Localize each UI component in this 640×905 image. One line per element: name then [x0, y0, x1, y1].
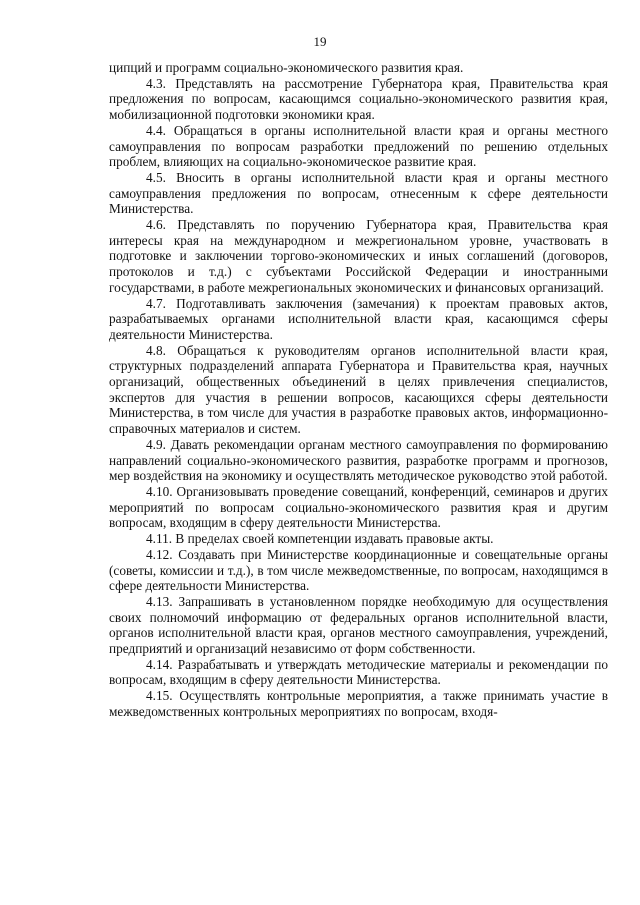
paragraph-4-13: 4.13. Запрашивать в установленном порядке необходимую для осуществления своих полномочий информацию от федеральных органов исполнительной власти, органов исполнительной власти края, органов местного самоуправления, учреждений, предприятий и организаций независимо от форм собственности.: [109, 593, 608, 657]
paragraph-4-7: 4.7. Подготавливать заключения (замечания) к проектам правовых актов, разрабатываемых органами исполнительной власти края, касающимся сферы деятельности Министерства.: [109, 295, 608, 342]
paragraph-4-3: 4.3. Представлять на рассмотрение Губернатора края, Правительства края предложения по вопросам, касающимся социально-экономического развития края, мобилизационной подготовки экономики края.: [109, 75, 608, 123]
paragraph-4-4: 4.4. Обращаться в органы исполнительной власти края и органы местного самоуправления по вопросам разработки предложений по решению отдельных проблем, влияющих на социально-экономическое развитие края.: [109, 122, 608, 170]
paragraph-4-9: 4.9. Давать рекомендации органам местного самоуправления по формированию направлений социально-экономического развития, разработке программ и прогнозов, мер воздействия на экономику и осуществлять методическое руководство этой работой.: [109, 436, 608, 484]
paragraph-4-15: 4.15. Осуществлять контрольные мероприятия, а также принимать участие в межведомственных контрольных мероприятиях по вопросам, входя-: [109, 688, 608, 719]
paragraph-4-10: 4.10. Организовывать проведение совещаний, конференций, семинаров и других мероприятий по вопросам социально-экономического развития края и другим вопросам, входящим в сферу деятельности Министерства.: [109, 483, 608, 531]
paragraph-4-5: 4.5. Вносить в органы исполнительной власти края и органы местного самоуправления предложения по вопросам, отнесенным к сфере деятельности Министерства.: [109, 169, 608, 217]
paragraph-4-14: 4.14. Разрабатывать и утверждать методические материалы и рекомендации по вопросам, входящим в сферу деятельности Министерства.: [109, 656, 608, 688]
paragraph-4-8: 4.8. Обращаться к руководителям органов исполнительной власти края, структурных подразделений аппарата Губернатора и Правительства края, научных организаций, общественных объединений в целях привлечения специалистов, экспертов для участия в решении вопросов, касающихся сферы деятельности Министерства, в том числе для участия в разработке правовых актов, информационно-справочных материалов и систем.: [109, 342, 608, 437]
paragraph-4-6: 4.6. Представлять по поручению Губернатора края, Правительства края интересы края на международном и межрегиональном уровне, участвовать в подготовке и заключении торгово-экономических и иных соглашений (договоров, протоколов и т.д.) с субъектами Российской Федерации и иностранными государствами, в работе межрегиональных экономических и финансовых организаций.: [109, 217, 608, 295]
document-body: [109, 60, 608, 720]
paragraph-4-12: 4.12. Создавать при Министерстве координационные и совещательные органы (советы, комиссии и т.д.), в том числе межведомственные, по вопросам, находящимся в сфере деятельности Министерства.: [109, 546, 608, 594]
page-number: 19: [313, 34, 327, 49]
paragraph-continuation: ципций и программ социально-экономического развития края.: [109, 60, 464, 75]
paragraph-4-11: 4.11. В пределах своей компетенции издавать правовые акты.: [146, 531, 494, 547]
